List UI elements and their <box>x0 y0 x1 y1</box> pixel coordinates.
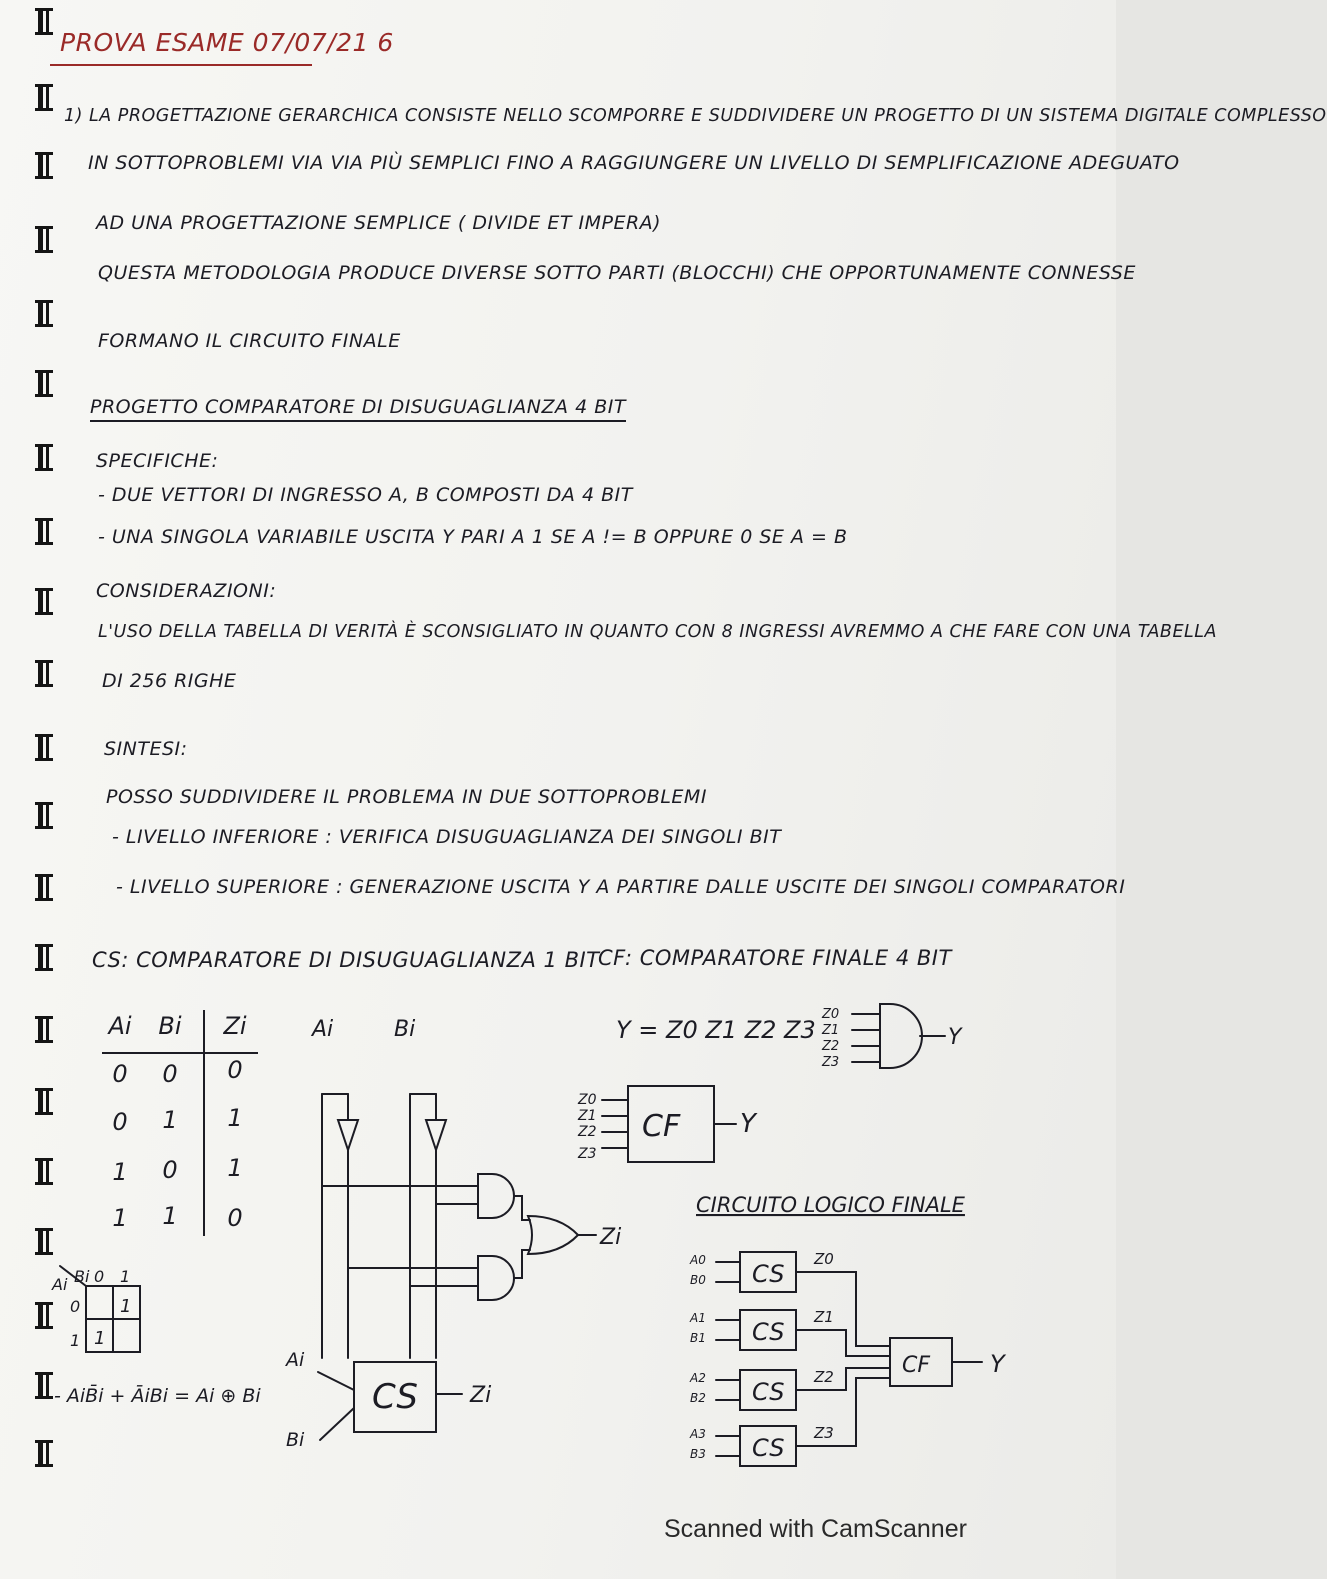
circuit-input-a: Ai <box>312 1017 334 1042</box>
kmap-cell: 1 <box>94 1328 106 1349</box>
cs-block-in-a: Ai <box>286 1349 305 1371</box>
diagram-labels <box>51 1007 1007 1462</box>
kmap-row-var: Ai <box>52 1275 68 1294</box>
specifiche-title: SPECIFICHE: <box>96 450 219 472</box>
cs-gate-circuit <box>322 1094 596 1358</box>
page-title: PROVA ESAME 07/07/21 6 <box>60 28 394 57</box>
considerazioni-title: CONSIDERAZIONI: <box>96 580 277 602</box>
cs-block-in-b: Bi <box>286 1429 305 1451</box>
sintesi-title: SINTESI: <box>104 738 188 760</box>
final-in-a: A2 <box>690 1371 706 1385</box>
final-in-a: A3 <box>690 1427 706 1441</box>
cf-gate-input: Z2 <box>822 1039 840 1054</box>
xor-expression: - AiB̄i + ĀiBi = Ai ⊕ Bi <box>54 1385 261 1407</box>
cf-block-output: Y <box>740 1109 756 1139</box>
final-output: Y <box>990 1350 1005 1378</box>
final-in-b: B1 <box>690 1331 706 1345</box>
cf-block-input: Z0 <box>578 1092 597 1108</box>
truth-table-cell: 1 <box>162 1202 178 1230</box>
truth-table-cell: 1 <box>112 1204 128 1232</box>
kmap-row-head: 1 <box>70 1331 81 1350</box>
final-in-b: B3 <box>690 1447 706 1461</box>
specifiche-item-1: - DUE VETTORI DI INGRESSO A, B COMPOSTI DA 4 BIT <box>98 484 633 506</box>
cf-expression: Y = Z0 Z1 Z2 Z3 <box>616 1016 816 1044</box>
truth-table-cell: 1 <box>227 1104 243 1132</box>
final-cs-label: CS <box>752 1434 785 1462</box>
cf-and-gate <box>852 1004 945 1068</box>
intro-line-5: FORMANO IL CIRCUITO FINALE <box>98 330 401 352</box>
intro-line-4: QUESTA METODOLOGIA PRODUCE DIVERSE SOTTO PARTI (BLOCCHI) CHE OPPORTUNAMENTE CONNESSE <box>98 262 1136 284</box>
intro-line-1: 1) LA PROGETTAZIONE GERARCHICA CONSISTE NELLO SCOMPORRE E SUDDIVIDERE UN PROGETTO DI UN SISTEMA DIGITALE COMPLESSO <box>64 106 1327 126</box>
kmap-cell: 1 <box>120 1296 132 1317</box>
truth-table-cell: 0 <box>227 1204 243 1232</box>
final-cf-label: CF <box>902 1353 931 1378</box>
cs-title: CS: COMPARATORE DI DISUGUAGLIANZA 1 BIT <box>92 948 600 972</box>
circuit-output: Zi <box>600 1225 622 1250</box>
specifiche-item-2: - UNA SINGOLA VARIABILE USCITA Y PARI A 1 SE A != B OPPURE 0 SE A = B <box>98 526 848 548</box>
truth-table-cell: 1 <box>112 1158 128 1186</box>
sintesi-line-2: - LIVELLO INFERIORE : VERIFICA DISUGUAGLIANZA DEI SINGOLI BIT <box>112 826 782 848</box>
cf-gate-input: Z0 <box>822 1007 840 1022</box>
kmap-col-var: Bi <box>74 1267 90 1286</box>
kmap-col-head: 0 <box>94 1267 105 1286</box>
truth-table-cell: 0 <box>112 1108 128 1136</box>
truth-table-cell: 1 <box>227 1154 243 1182</box>
final-z: Z2 <box>814 1368 834 1386</box>
considerazioni-line-1: L'USO DELLA TABELLA DI VERITÀ È SCONSIGLIATO IN QUANTO CON 8 INGRESSI AVREMMO A CHE FARE CON UNA TABELLA <box>98 622 1217 642</box>
cf-gate-input: Z3 <box>822 1055 840 1070</box>
cf-gate-output: Y <box>948 1025 962 1050</box>
kmap-row-head: 0 <box>70 1297 81 1316</box>
sintesi-line-3: - LIVELLO SUPERIORE : GENERAZIONE USCITA Y A PARTIRE DALLE USCITE DEI SINGOLI COMPARATORI <box>116 876 1126 898</box>
cf-block-label: CF <box>642 1109 681 1144</box>
intro-line-3: AD UNA PROGETTAZIONE SEMPLICE ( DIVIDE ET IMPERA) <box>96 212 662 234</box>
cf-block-input: Z1 <box>578 1108 597 1124</box>
final-z: Z0 <box>814 1250 834 1268</box>
kmap-col-head: 1 <box>120 1267 131 1286</box>
truth-table-header: Zi <box>223 1012 247 1040</box>
cs-block-out: Zi <box>470 1383 492 1408</box>
cf-gate-input: Z1 <box>822 1023 840 1038</box>
scanner-watermark: Scanned with CamScanner <box>664 1515 967 1543</box>
cf-title: CF: COMPARATORE FINALE 4 BIT <box>598 946 952 970</box>
cf-block-input: Z3 <box>578 1146 597 1162</box>
final-in-b: B2 <box>690 1391 706 1405</box>
considerazioni-line-2: DI 256 RIGHE <box>102 670 237 692</box>
final-circuit-title: CIRCUITO LOGICO FINALE <box>696 1193 965 1217</box>
final-cs-label: CS <box>752 1378 785 1406</box>
circuit-input-b: Bi <box>394 1017 416 1042</box>
cs-block-label: CS <box>372 1377 418 1417</box>
truth-table-header: Ai <box>108 1012 132 1040</box>
truth-table-cell: 0 <box>112 1060 128 1088</box>
final-in-a: A1 <box>690 1311 706 1325</box>
truth-table-cell: 0 <box>162 1156 178 1184</box>
truth-table-header: Bi <box>158 1012 182 1040</box>
final-cs-label: CS <box>752 1318 785 1346</box>
final-z: Z1 <box>814 1308 834 1326</box>
final-in-b: B0 <box>690 1273 706 1287</box>
final-z: Z3 <box>814 1424 834 1442</box>
section-title: PROGETTO COMPARATORE DI DISUGUAGLIANZA 4 BIT <box>90 396 626 422</box>
truth-table-cell: 0 <box>227 1056 243 1084</box>
truth-table-cell: 0 <box>162 1060 178 1088</box>
final-cs-label: CS <box>752 1260 785 1288</box>
intro-line-2: IN SOTTOPROBLEMI VIA VIA PIÙ SEMPLICI FINO A RAGGIUNGERE UN LIVELLO DI SEMPLIFICAZIONE ADEGUATO <box>88 152 1180 174</box>
final-in-a: A0 <box>690 1253 706 1267</box>
cf-block-input: Z2 <box>578 1124 597 1140</box>
sintesi-line-1: POSSO SUDDIVIDERE IL PROBLEMA IN DUE SOTTOPROBLEMI <box>106 786 707 808</box>
truth-table-cell: 1 <box>162 1106 178 1134</box>
